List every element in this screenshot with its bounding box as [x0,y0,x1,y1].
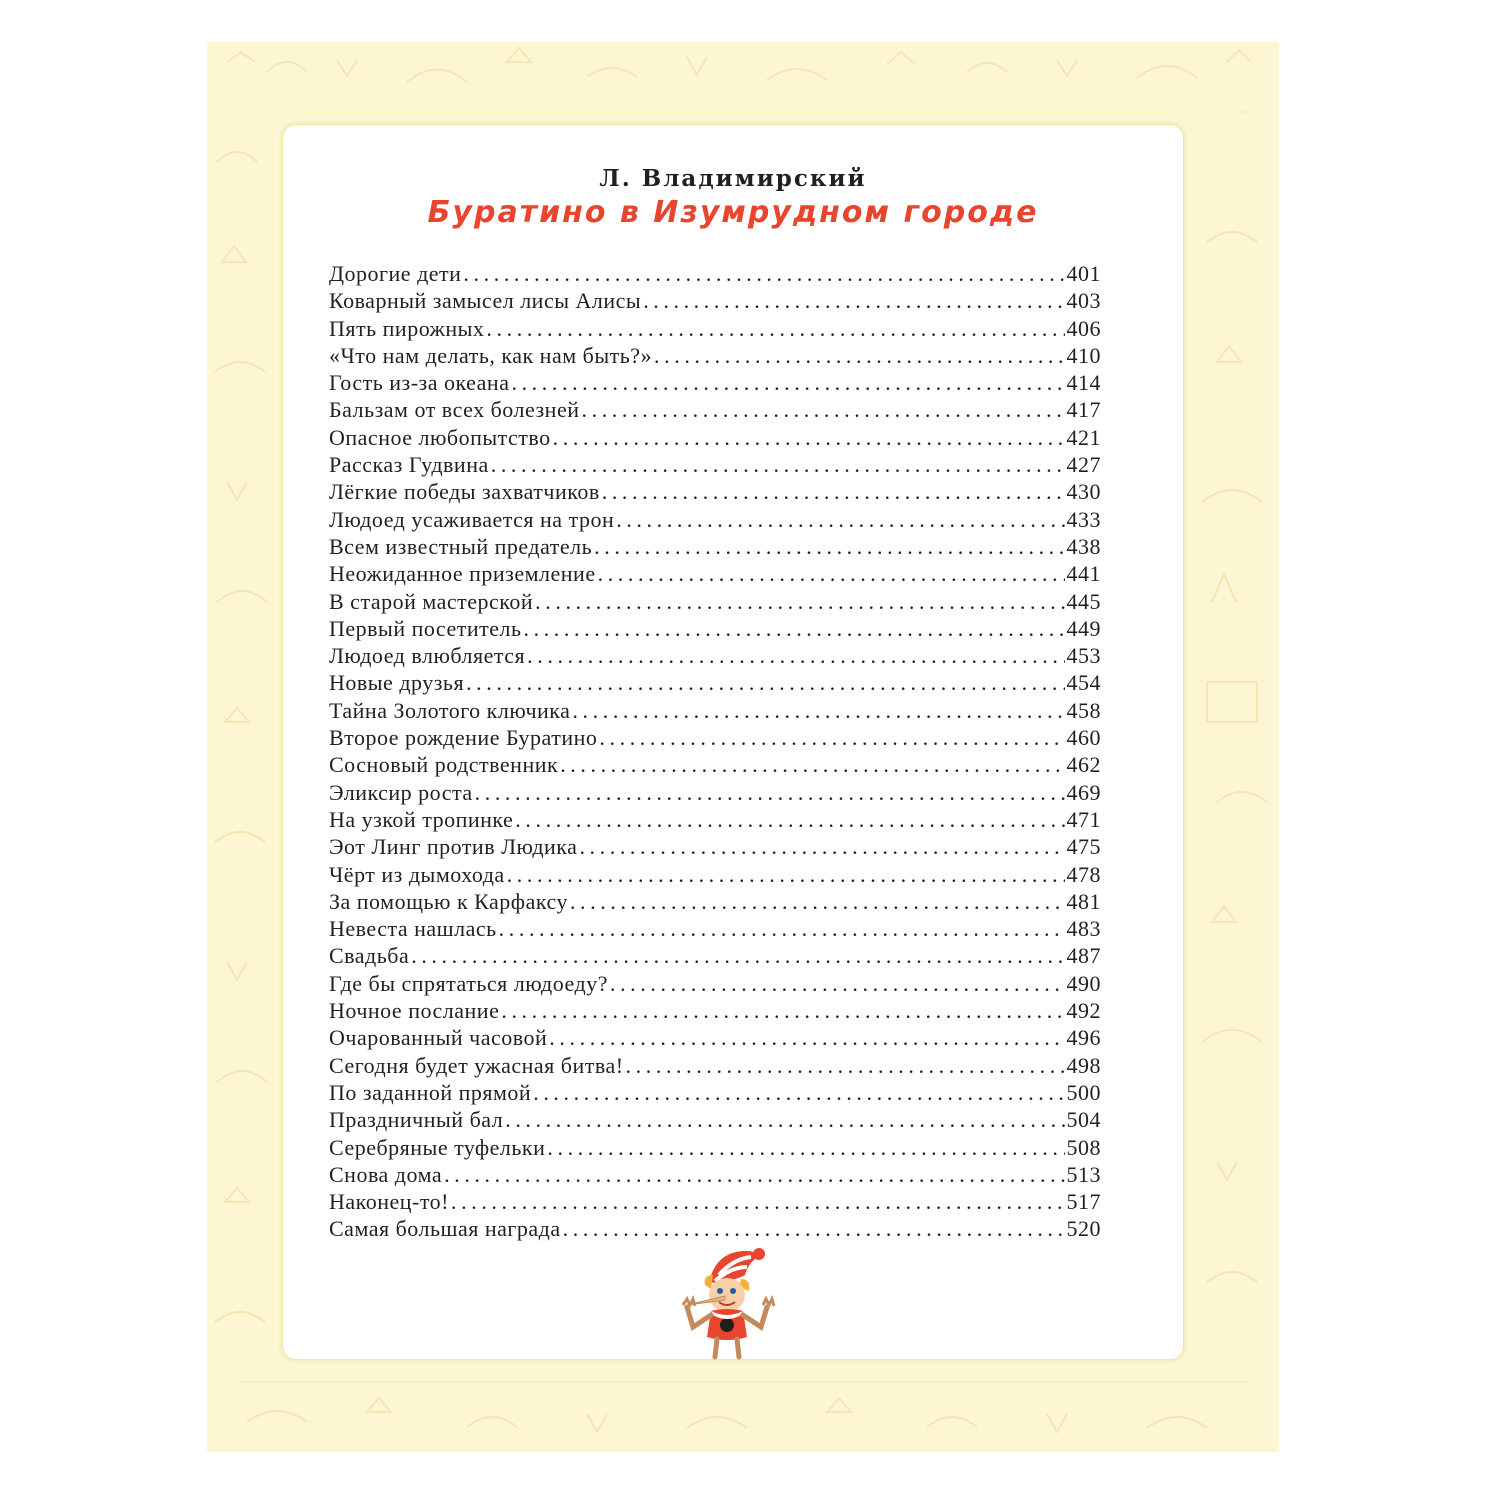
toc-dot-leader [511,370,1064,396]
toc-entry-title: Второе рождение Буратино [329,725,598,751]
toc-dot-leader [451,1189,1064,1215]
toc-dot-leader [626,1053,1065,1079]
buratino-mascot-illustration [675,1245,785,1360]
toc-entry-title: Ночное послание [329,998,500,1024]
toc-entry-page: 401 [1066,261,1101,286]
toc-entry-page: 481 [1066,888,1101,914]
toc-dot-leader [475,780,1065,806]
toc-entry-page: 478 [1066,861,1101,887]
toc-entry [329,1135,1101,1162]
toc-entry [329,370,1101,397]
toc-entry-title: Очарованный часовой [329,1025,548,1051]
toc-entry-title: «Что нам делать, как нам быть?» [329,342,653,368]
toc-dot-leader [466,670,1064,696]
toc-entry [329,479,1101,506]
toc-entry-title: Людоед усаживается на трон [329,506,615,532]
toc-entry [329,397,1101,424]
content-panel [282,124,1184,1360]
toc-entry-page: 469 [1066,779,1101,805]
toc-entry [329,1216,1101,1243]
toc-entry-page: 417 [1066,397,1101,423]
toc-entry-page: 458 [1066,697,1101,723]
toc-dot-leader [602,479,1065,505]
toc-entry [329,561,1101,588]
toc-entry-page: 403 [1066,288,1101,314]
toc-entry-page: 421 [1066,424,1101,450]
book-title: Буратино в Изумрудном городе [427,195,1039,230]
table-of-contents [329,261,1101,1244]
toc-dot-leader [643,288,1064,314]
toc-entry [329,1189,1101,1216]
toc-entry [329,534,1101,561]
toc-entry-page: 517 [1066,1189,1101,1215]
toc-dot-leader [499,916,1065,942]
toc-dot-leader [527,643,1064,669]
toc-entry [329,834,1101,861]
toc-dot-leader [553,425,1065,451]
toc-entry [329,698,1101,725]
toc-entry-page: 427 [1066,452,1101,478]
toc-entry-page: 496 [1066,1025,1101,1051]
toc-dot-leader [579,834,1064,860]
toc-entry-page: 453 [1066,643,1101,669]
toc-entry [329,507,1101,534]
toc-dot-leader [547,1135,1064,1161]
toc-entry [329,316,1101,343]
toc-entry-title: Новые друзья [329,670,465,696]
toc-entry-page: 406 [1066,315,1101,341]
toc-entry [329,616,1101,643]
toc-entry [329,807,1101,834]
toc-entry-title: Где бы спрятаться людоеду? [329,970,608,996]
toc-entry-page: 430 [1066,479,1101,505]
toc-entry-page: 433 [1066,506,1101,532]
toc-entry [329,971,1101,998]
toc-entry-title: Эот Линг против Людика [329,834,578,860]
toc-dot-leader [616,507,1064,533]
toc-entry-title: Коварный замысел лисы Алисы [329,288,642,314]
toc-entry-page: 460 [1066,725,1101,751]
toc-entry-page: 490 [1066,970,1101,996]
toc-entry-page: 449 [1066,615,1101,641]
toc-dot-leader [594,534,1064,560]
toc-dot-leader [599,725,1064,751]
toc-entry [329,916,1101,943]
toc-entry [329,288,1101,315]
toc-dot-leader [515,807,1064,833]
toc-entry-title: Эликсир роста [329,779,473,805]
toc-dot-leader [486,316,1064,342]
toc-entry-title: За помощью к Карфаксу [329,888,568,914]
toc-dot-leader [598,561,1065,587]
toc-dot-leader [444,1162,1064,1188]
toc-entry-title: На узкой тропинке [329,806,514,832]
toc-entry-page: 520 [1066,1216,1101,1242]
toc-entry-page: 462 [1066,752,1101,778]
toc-entry-title: Сосновый родственник [329,752,559,778]
toc-entry-title: Серебряные туфельки [329,1134,546,1160]
toc-entry-title: Опасное любопытство [329,424,551,450]
toc-dot-leader [501,998,1064,1024]
toc-entry-page: 487 [1066,943,1101,969]
toc-entry [329,261,1101,288]
toc-entry-title: Лёгкие победы захватчиков [329,479,600,505]
toc-entry [329,943,1101,970]
toc-entry-title: Гость из-за океана [329,370,510,396]
toc-entry-page: 471 [1066,806,1101,832]
toc-entry-page: 508 [1066,1134,1101,1160]
toc-entry [329,780,1101,807]
toc-dot-leader [572,698,1064,724]
toc-entry [329,452,1101,479]
toc-entry [329,725,1101,752]
toc-entry [329,889,1101,916]
toc-entry-page: 441 [1066,561,1101,587]
toc-entry-title: Наконец-то! [329,1189,450,1215]
toc-entry-title: Сегодня будет ужасная битва! [329,1052,624,1078]
toc-entry-page: 498 [1066,1052,1101,1078]
toc-entry-page: 513 [1066,1161,1101,1187]
toc-entry-title: Людоед влюбляется [329,643,526,669]
toc-entry-title: Дорогие дети [329,261,462,286]
toc-entry-title: Пять пирожных [329,315,485,341]
toc-dot-leader [507,862,1065,888]
toc-entry [329,1107,1101,1134]
toc-dot-leader [610,971,1065,997]
toc-entry [329,643,1101,670]
toc-dot-leader [533,1080,1064,1106]
toc-entry-page: 500 [1066,1079,1101,1105]
toc-entry-page: 475 [1066,834,1101,860]
toc-entry-page: 410 [1066,342,1101,368]
toc-entry [329,425,1101,452]
toc-entry [329,1025,1101,1052]
toc-dot-leader [549,1025,1064,1051]
toc-entry-title: Всем известный предатель [329,533,593,559]
toc-entry [329,752,1101,779]
toc-dot-leader [463,261,1064,287]
toc-entry [329,343,1101,370]
toc-entry [329,998,1101,1025]
toc-entry-page: 454 [1066,670,1101,696]
toc-entry [329,670,1101,697]
toc-dot-leader [535,589,1064,615]
toc-entry-page: 483 [1066,916,1101,942]
toc-entry-title: Самая большая награда [329,1216,561,1242]
author-name: Л. Владимирский [599,165,867,192]
toc-entry-title: Тайна Золотого ключика [329,697,571,723]
toc-entry-title: Рассказ Гудвина [329,452,489,478]
toc-entry-title: Неожиданное приземление [329,561,596,587]
toc-entry-title: Невеста нашлась [329,916,497,942]
toc-entry-title: Бальзам от всех болезней [329,397,580,423]
toc-entry-page: 504 [1066,1107,1101,1133]
toc-dot-leader [505,1107,1064,1133]
toc-entry-page: 438 [1066,533,1101,559]
toc-dot-leader [491,452,1065,478]
toc-dot-leader [654,343,1064,369]
toc-entry [329,1080,1101,1107]
toc-entry-page: 445 [1066,588,1101,614]
toc-dot-leader [524,616,1065,642]
toc-entry-title: Свадьба [329,943,410,969]
toc-entry-page: 492 [1066,998,1101,1024]
toc-entry-title: Праздничный бал [329,1107,504,1133]
toc-entry [329,862,1101,889]
toc-entry-title: По заданной прямой [329,1079,532,1105]
toc-entry [329,589,1101,616]
toc-dot-leader [411,943,1064,969]
toc-dot-leader [582,397,1065,423]
toc-entry-page: 414 [1066,370,1101,396]
toc-dot-leader [563,1216,1065,1242]
toc-entry-title: Первый посетитель [329,615,522,641]
toc-entry [329,1162,1101,1189]
toc-entry-title: Снова дома [329,1161,443,1187]
toc-entry-title: В старой мастерской [329,588,534,614]
toc-entry [329,1053,1101,1080]
toc-dot-leader [570,889,1065,915]
toc-dot-leader [560,752,1064,778]
toc-entry-title: Чёрт из дымохода [329,861,505,887]
